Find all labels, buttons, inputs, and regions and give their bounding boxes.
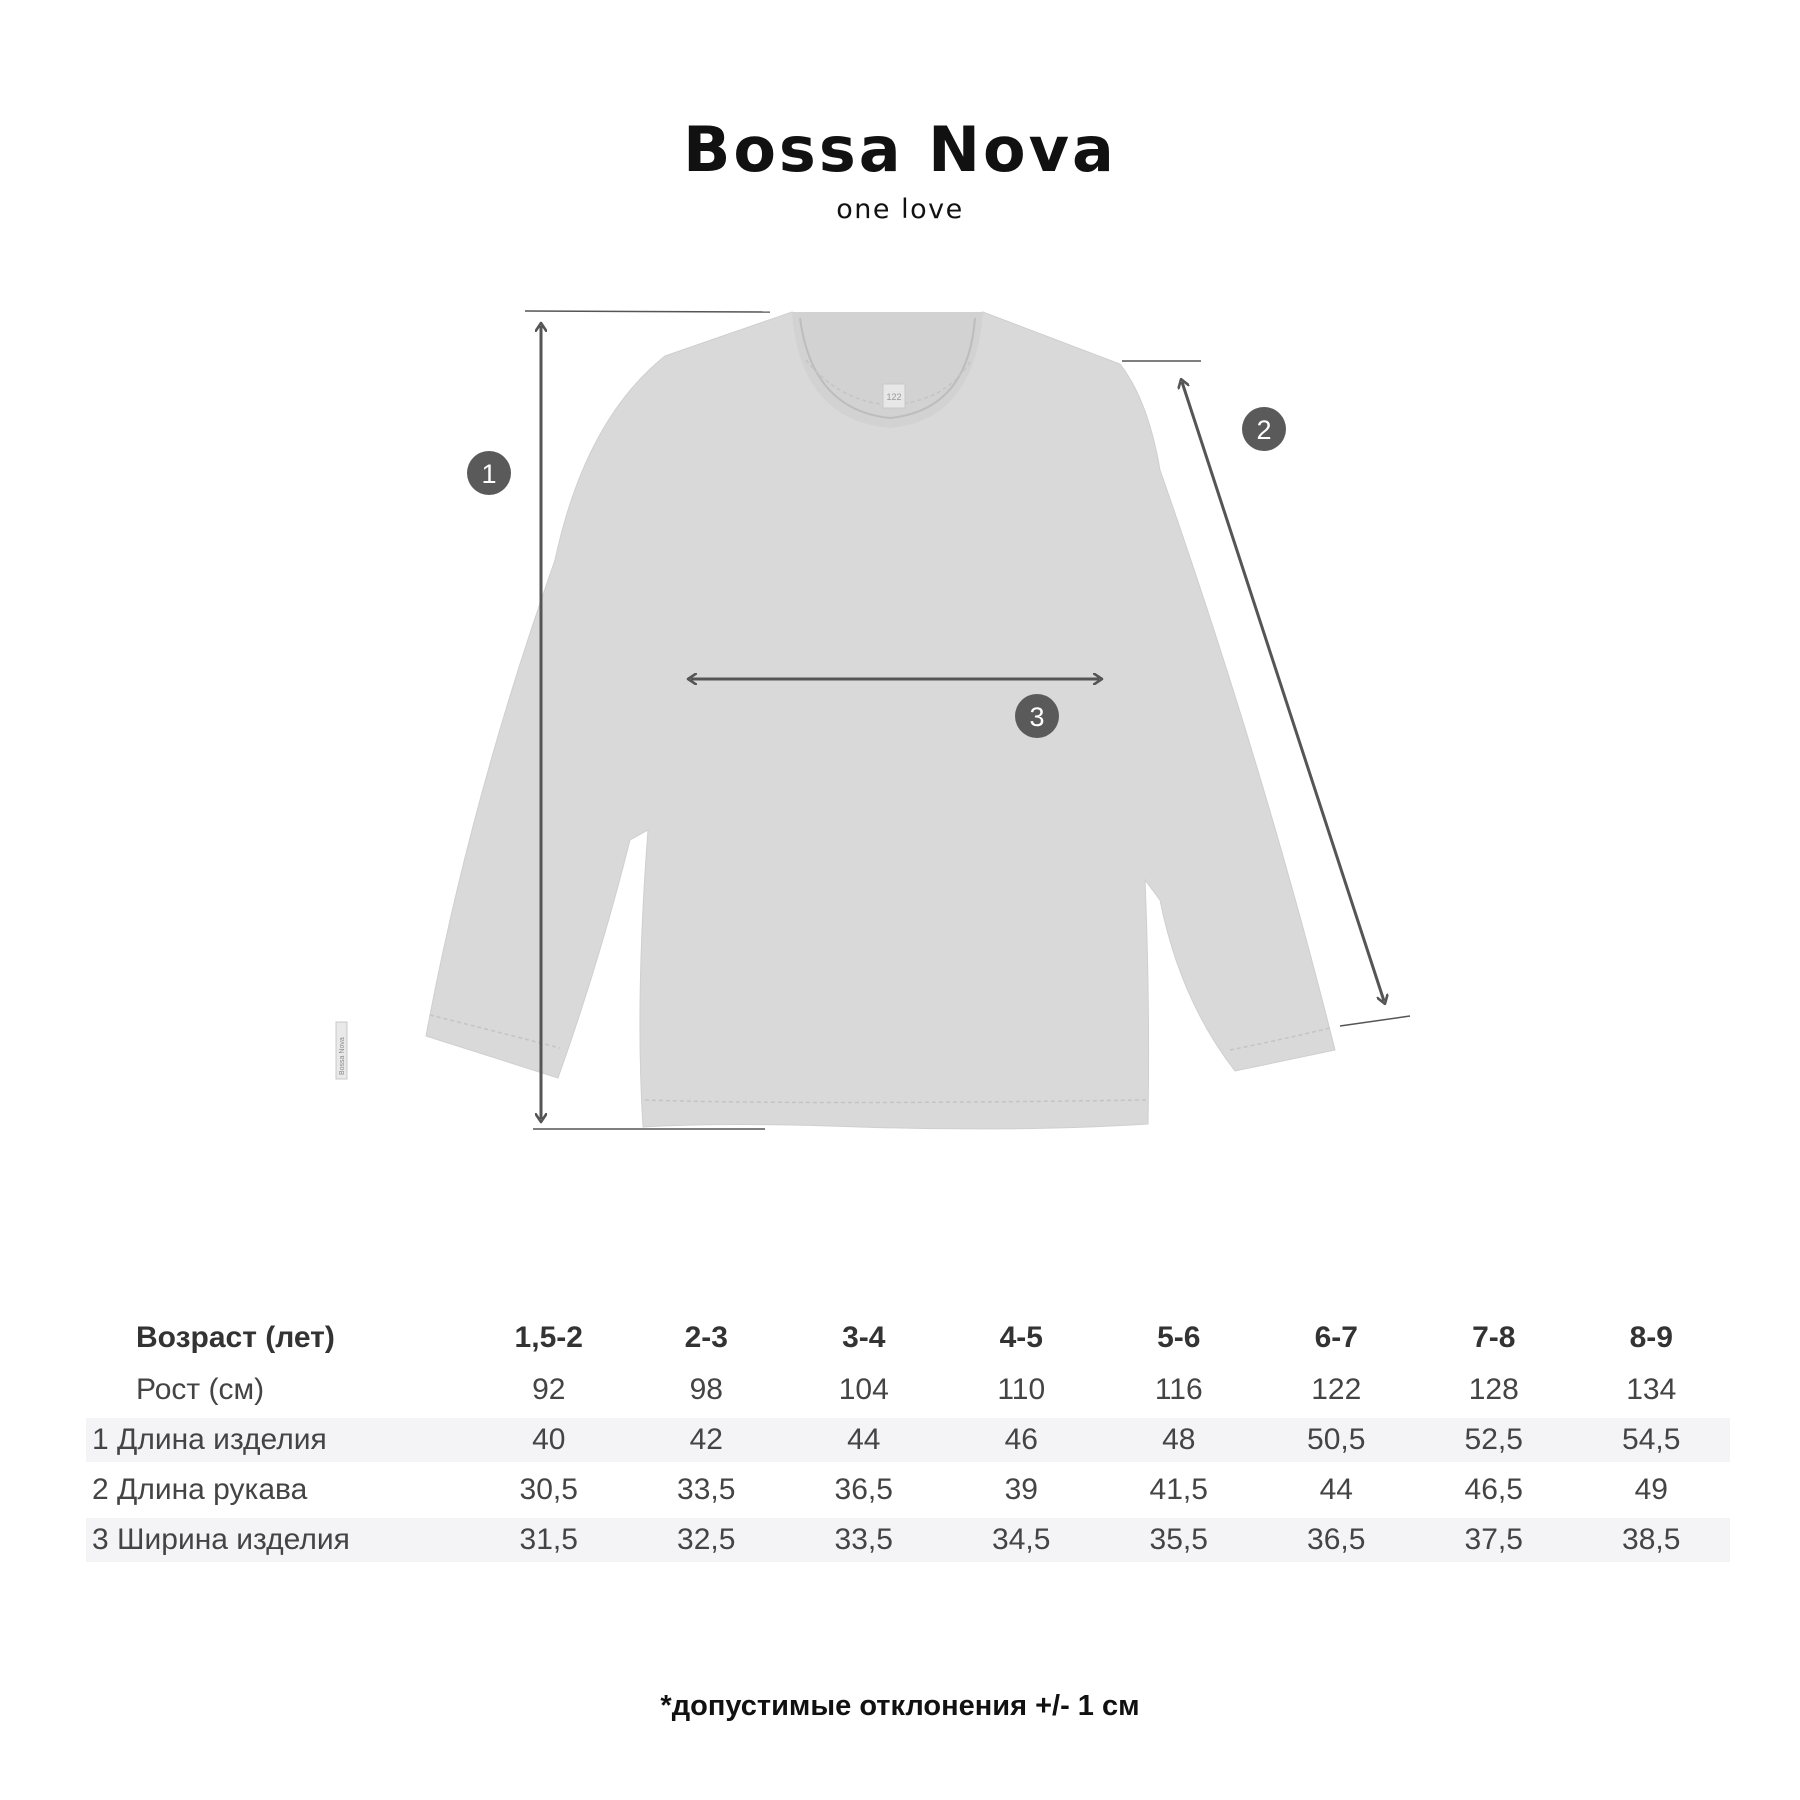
table-cell: 134 xyxy=(1626,1373,1677,1406)
table-cell: 38,5 xyxy=(1622,1523,1681,1556)
table-cell: 40 xyxy=(532,1423,566,1456)
table-cell: 46,5 xyxy=(1464,1473,1523,1506)
row-label: 2 Длина рукава xyxy=(92,1473,308,1506)
table-cell: 116 xyxy=(1154,1373,1203,1406)
table-cell: 98 xyxy=(689,1373,723,1406)
table-cell: 39 xyxy=(1004,1473,1038,1506)
row-label: 3 Ширина изделия xyxy=(92,1523,350,1556)
row-label: 1 Длина изделия xyxy=(92,1423,327,1456)
table-cell: 52,5 xyxy=(1464,1423,1523,1456)
row-label: Рост (см) xyxy=(136,1373,265,1406)
table-cell: 122 xyxy=(1311,1373,1362,1406)
table-cell: 49 xyxy=(1634,1473,1668,1506)
age-column-header: 7-8 xyxy=(1472,1321,1516,1354)
table-cell: 33,5 xyxy=(677,1473,736,1506)
brand-subtitle: one love xyxy=(836,194,964,225)
table-cell: 50,5 xyxy=(1307,1423,1366,1456)
table-cell: 54,5 xyxy=(1622,1423,1681,1456)
age-column-header: 5-6 xyxy=(1157,1321,1201,1354)
marker-2-text: 2 xyxy=(1256,415,1272,445)
age-column-header: 3-4 xyxy=(842,1321,886,1354)
table-cell: 37,5 xyxy=(1464,1523,1523,1556)
table-row-sleeve-length xyxy=(86,1468,1730,1512)
table-cell: 32,5 xyxy=(677,1523,736,1556)
table-cell: 104 xyxy=(838,1373,889,1406)
table-header-row xyxy=(86,1308,1730,1368)
marker-3-text: 3 xyxy=(1029,702,1045,732)
table-cell: 42 xyxy=(689,1423,723,1456)
table-cell: 36,5 xyxy=(1307,1523,1366,1556)
table-cell: 35,5 xyxy=(1149,1523,1208,1556)
tolerance-footnote: *допустимые отклонения +/- 1 см xyxy=(660,1690,1140,1722)
age-column-header: 8-9 xyxy=(1629,1321,1673,1354)
table-cell: 48 xyxy=(1162,1423,1196,1456)
brand-title: Bossa Nova xyxy=(683,113,1117,186)
table-cell: 44 xyxy=(1319,1473,1353,1506)
table-cell: 46 xyxy=(1004,1423,1038,1456)
table-cell: 36,5 xyxy=(834,1473,893,1506)
hem-label-text: Bossa Nova xyxy=(339,1037,346,1075)
guide-line-top xyxy=(525,311,770,312)
age-column-header: 6-7 xyxy=(1314,1321,1358,1354)
table-cell: 33,5 xyxy=(834,1523,893,1556)
size-chart-table xyxy=(86,1308,1730,1568)
table-cell: 34,5 xyxy=(992,1523,1051,1556)
table-row-body-length xyxy=(86,1418,1730,1462)
marker-1-text: 1 xyxy=(481,459,497,489)
table-cell: 110 xyxy=(997,1373,1046,1406)
age-column-header: 2-3 xyxy=(684,1321,728,1354)
table-cell: 44 xyxy=(847,1423,881,1456)
table-cell: 92 xyxy=(532,1373,566,1406)
table-cell: 128 xyxy=(1468,1373,1519,1406)
age-column-header: 4-5 xyxy=(999,1321,1043,1354)
age-column-header: 1,5-2 xyxy=(514,1321,583,1354)
neck-tag-text: 122 xyxy=(886,392,902,402)
table-cell: 41,5 xyxy=(1149,1473,1208,1506)
guide-line-cuff xyxy=(1340,1016,1410,1026)
table-cell: 31,5 xyxy=(519,1523,578,1556)
table-cell: 30,5 xyxy=(519,1473,578,1506)
table-row-height xyxy=(86,1368,1730,1412)
age-header-label: Возраст (лет) xyxy=(136,1321,335,1354)
table-row-body-width xyxy=(86,1518,1730,1562)
